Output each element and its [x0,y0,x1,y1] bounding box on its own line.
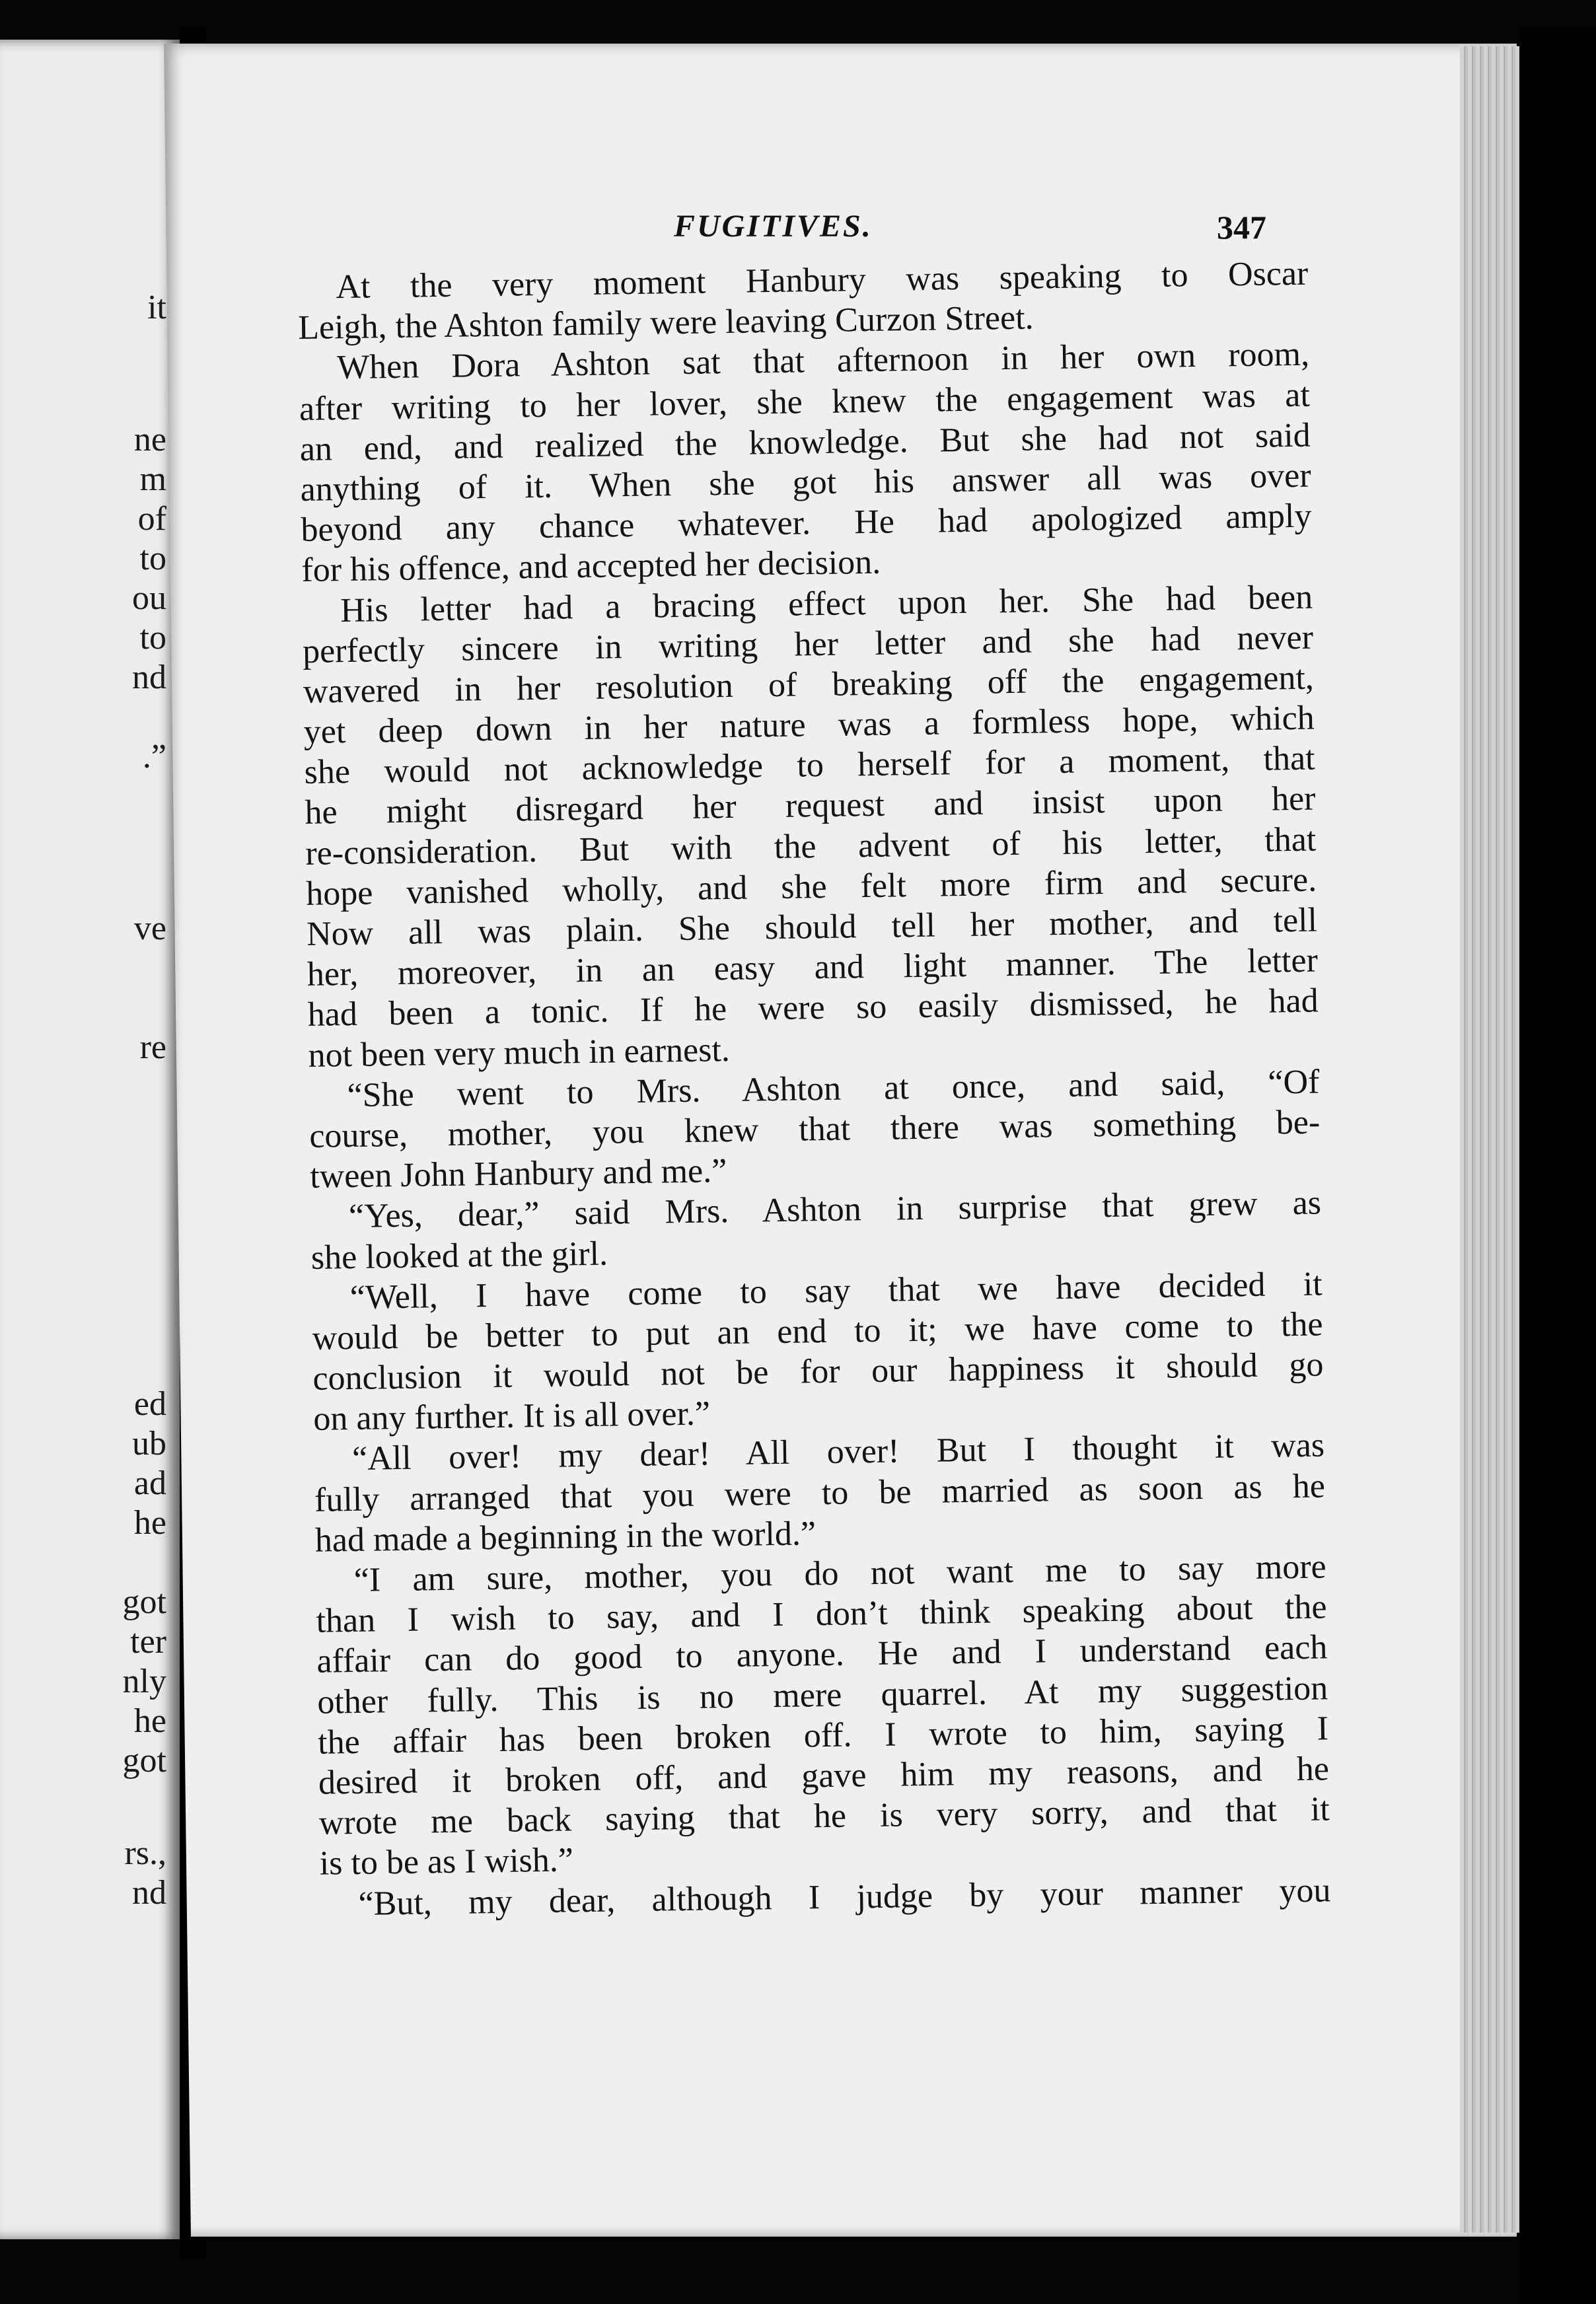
text-line: other fully. This is no mere quarrel. At my suggestion [316,1669,1328,1721]
text-line: “Yes, dear,” said Mrs. Ashton in surprise that grew as [348,1184,1322,1236]
text-line: perfectly sincere in writing her letter and she had never [302,618,1314,670]
page-edges [1460,46,1526,2233]
body-text [297,254,1331,1925]
facing-page-text-fragment: .” [142,738,166,775]
facing-page-text-fragment: ter [130,1623,166,1661]
text-line: anything of it. When she got his answer all was over [300,456,1311,509]
text-line: Now all was plain. She should tell her mother, and tell [306,901,1318,953]
text-line: wrote me back saying that he is very sorry, and that it [318,1790,1330,1842]
text-line: fully arranged that you were to be married as soon as he [314,1467,1326,1519]
facing-page-text-fragment: ne [133,421,166,458]
text-line: the affair has been broken off. I wrote to him, saying I [317,1710,1329,1762]
text-line: had been a tonic. If he were so easily dismissed, he had [307,982,1319,1034]
facing-page-text-fragment: got [122,1742,166,1780]
text-line: course, mother, you knew that there was something be- [308,1103,1321,1155]
facing-page-text-fragment: it [147,289,166,326]
facing-page-text-fragment: he [133,1504,166,1542]
text-line: When Dora Ashton sat that afternoon in her own room, [336,336,1310,387]
text-line: an end, and realized the knowledge. But she had not said [299,416,1311,468]
text-line: hope vanished wholly, and she felt more firm and secure. [305,861,1317,913]
facing-page-text-fragment: m [139,460,166,498]
facing-page-text-fragment: ub [132,1425,166,1462]
text-line: had made a beginning in the world.” [314,1515,816,1560]
text-line: re-consideration. But with the advent of his letter, that [305,820,1317,873]
facing-page-text-fragment: ed [133,1385,166,1423]
running-head: FUGITIVES. [674,209,873,244]
text-line: conclusion it would not be for our happiness it should go [312,1346,1324,1398]
text-line: she looked at the girl. [310,1235,608,1277]
text-line: yet deep down in her nature was a formless hope, which [303,699,1315,751]
facing-page-text-fragment: rs., [124,1834,166,1872]
text-line: “Well, I have come to say that we have decided it [349,1265,1323,1316]
facing-page-text-fragment: he [133,1702,166,1740]
facing-page-text-fragment: to [139,540,166,577]
facing-page-edge [0,40,180,2239]
facing-page-text-fragment: ou [132,579,166,617]
text-line: His letter had a bracing effect upon her. She had been [340,578,1313,630]
text-line: she would not acknowledge to herself for a moment, that [304,739,1315,792]
text-line: Leigh, the Ashton family were leaving Curzon Street. [297,299,1034,347]
text-line: tween John Hanbury and me.” [309,1152,727,1196]
text-line: is to be as I wish.” [319,1841,574,1883]
text-line: “I am sure, mother, you do not want me to say more [353,1548,1327,1599]
text-line: “All over! my dear! All over! But I thought it was [351,1426,1325,1478]
text-line: beyond any chance whatever. He had apologized amply [301,497,1312,550]
background-shadow [1519,26,1596,2304]
text-line: would be better to put an end to it; we have come to the [312,1305,1323,1357]
facing-page-text-fragment: nd [132,1874,166,1912]
facing-page-text-fragment: nly [122,1663,166,1700]
text-line: on any further. It is all over.” [312,1394,711,1439]
text-line: wavered in her resolution of breaking off the engagement, [303,659,1315,711]
page-number: 347 [1217,209,1266,246]
text-line: not been very much in earnest. [308,1030,731,1075]
facing-page-text-fragment: to [139,619,166,657]
text-line: “She went to Mrs. Ashton at once, and said, “Of [347,1063,1320,1114]
text-line: “But, my dear, although I judge by your manner you [358,1871,1331,1923]
facing-page-text-fragment: of [137,500,166,538]
text-line: for his offence, and accepted her decision. [301,544,881,590]
facing-page-text-fragment: re [139,1028,166,1066]
text-line: her, moreover, in an easy and light manner. The letter [307,941,1319,994]
facing-page-text-fragment: got [122,1583,166,1621]
facing-page-text-fragment: ad [133,1464,166,1502]
facing-page-text-fragment: ve [133,910,166,947]
text-line: At the very moment Hanbury was speaking to Oscar [336,254,1309,306]
text-line: after writing to her lover, she knew the engagement was at [299,376,1311,428]
text-line: he might disregard her request and insist upon her [305,779,1316,832]
facing-page-text-fragment: nd [132,659,166,696]
text-line: desired it broken off, and gave him my reasons, and he [318,1750,1330,1802]
text-line: affair can do good to anyone. He and I understand each [316,1628,1328,1681]
text-line: than I wish to say, and I don’t think speaking about the [316,1588,1327,1640]
